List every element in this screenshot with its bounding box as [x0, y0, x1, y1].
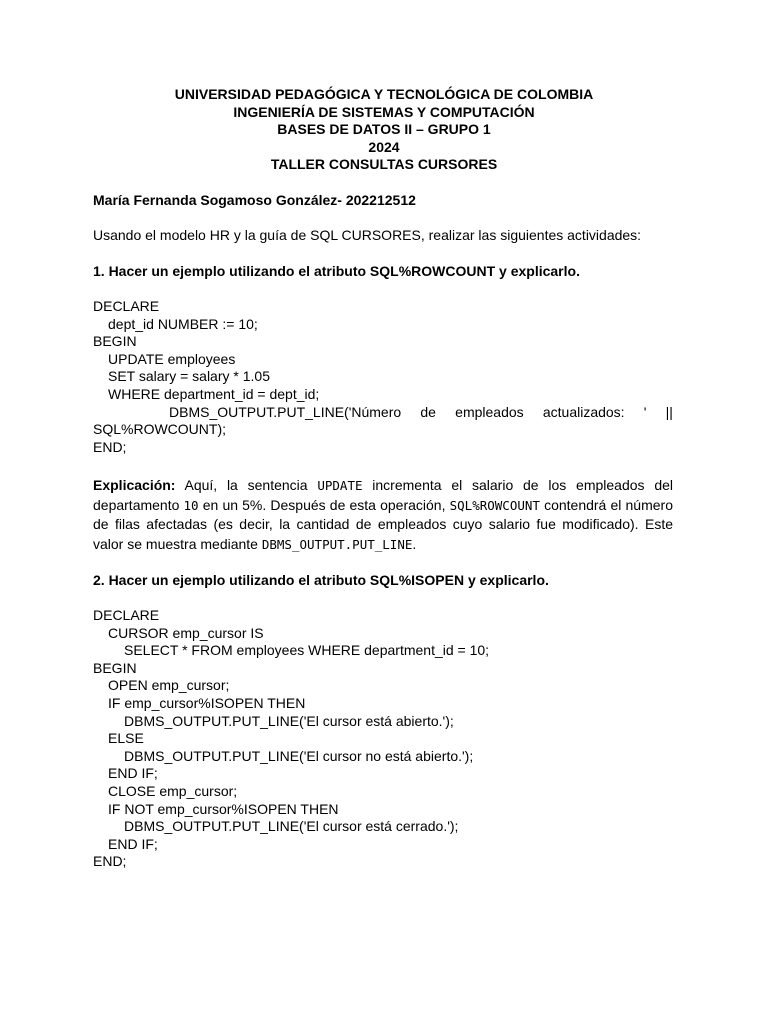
code-line: DECLARE [93, 298, 160, 314]
intro-paragraph: Usando el modelo HR y la guía de SQL CURSORES, realizar las siguientes actividades: [93, 227, 642, 243]
question-1-title: 1. Hacer un ejemplo utilizando el atributo SQL%ROWCOUNT y explicarlo. [93, 263, 580, 279]
code-line-justified [93, 404, 673, 422]
explanation-text: incrementa el salario de los empleados del departamento [93, 477, 673, 513]
code-line: ELSE [108, 730, 144, 747]
code-line: END IF; [108, 835, 158, 852]
code-line: WHERE department_id = dept_id; [108, 385, 320, 402]
code-line: DBMS_OUTPUT.PUT_LINE('El cursor está cerrado.'); [124, 818, 459, 835]
code-word: actualizados: [542, 403, 625, 420]
code-line: CURSOR emp_cursor IS [108, 624, 264, 641]
course-name: BASES DE DATOS II – GRUPO 1 [277, 121, 491, 138]
code-line: UPDATE employees [108, 350, 236, 367]
code-line: DBMS_OUTPUT.PUT_LINE('El cursor está abierto.'); [124, 712, 454, 729]
document-header [0, 86, 768, 174]
inline-code: DBMS_OUTPUT.PUT_LINE [261, 536, 413, 552]
code-line: END; [93, 853, 127, 870]
code-line: OPEN emp_cursor; [108, 677, 230, 694]
code-block-2 [93, 607, 673, 871]
author-line: María Fernanda Sogamoso González- 202212512 [93, 192, 416, 208]
code-word: || [665, 403, 673, 420]
code-line: END IF; [108, 765, 158, 782]
code-line: BEGIN [93, 333, 137, 350]
code-line: CLOSE emp_cursor; [108, 782, 238, 799]
code-line: END; [93, 438, 127, 455]
code-word: DBMS_OUTPUT.PUT_LINE('Número [169, 403, 402, 420]
code-line: dept_id NUMBER := 10; [108, 315, 258, 332]
explanation-text: contendrá el número de filas afectadas (es decir, la cantidad de empleados cuyo salario fue modificado). Este valor se muestra mediante [93, 496, 673, 552]
code-word: empleados [455, 403, 524, 420]
program-name: INGENIERÍA DE SISTEMAS Y COMPUTACIÓN [233, 103, 535, 120]
explanation-label: Explicación: [93, 477, 176, 493]
question-2-title: 2. Hacer un ejemplo utilizando el atributo SQL%ISOPEN y explicarlo. [93, 572, 549, 588]
code-word: de [420, 403, 436, 420]
code-line: BEGIN [93, 659, 137, 676]
inline-code: SQL%ROWCOUNT [449, 497, 540, 513]
code-line: SQL%ROWCOUNT); [93, 421, 226, 438]
university-name: UNIVERSIDAD PEDAGÓGICA Y TECNOLÓGICA DE COLOMBIA [174, 86, 594, 102]
explanation-paragraph [93, 476, 673, 554]
code-line: IF NOT emp_cursor%ISOPEN THEN [108, 800, 339, 817]
explanation-text: . [412, 535, 417, 552]
code-line: IF emp_cursor%ISOPEN THEN [108, 694, 306, 711]
code-line: DBMS_OUTPUT.PUT_LINE('El cursor no está abierto.'); [124, 747, 474, 764]
code-block-1 [93, 298, 673, 456]
explanation-text: Aquí, la sentencia [175, 477, 318, 493]
code-line: SELECT * FROM employees WHERE department_id = 10; [124, 642, 490, 659]
code-line: DECLARE [93, 607, 160, 623]
inline-code: 10 [183, 497, 199, 513]
code-line: SET salary = salary * 1.05 [108, 368, 270, 385]
year: 2024 [368, 138, 400, 155]
code-word: ' [643, 403, 647, 420]
inline-code: UPDATE [317, 478, 363, 493]
explanation-text: en un 5%. Después de esta operación, [198, 496, 450, 513]
workshop-title: TALLER CONSULTAS CURSORES [270, 156, 498, 173]
